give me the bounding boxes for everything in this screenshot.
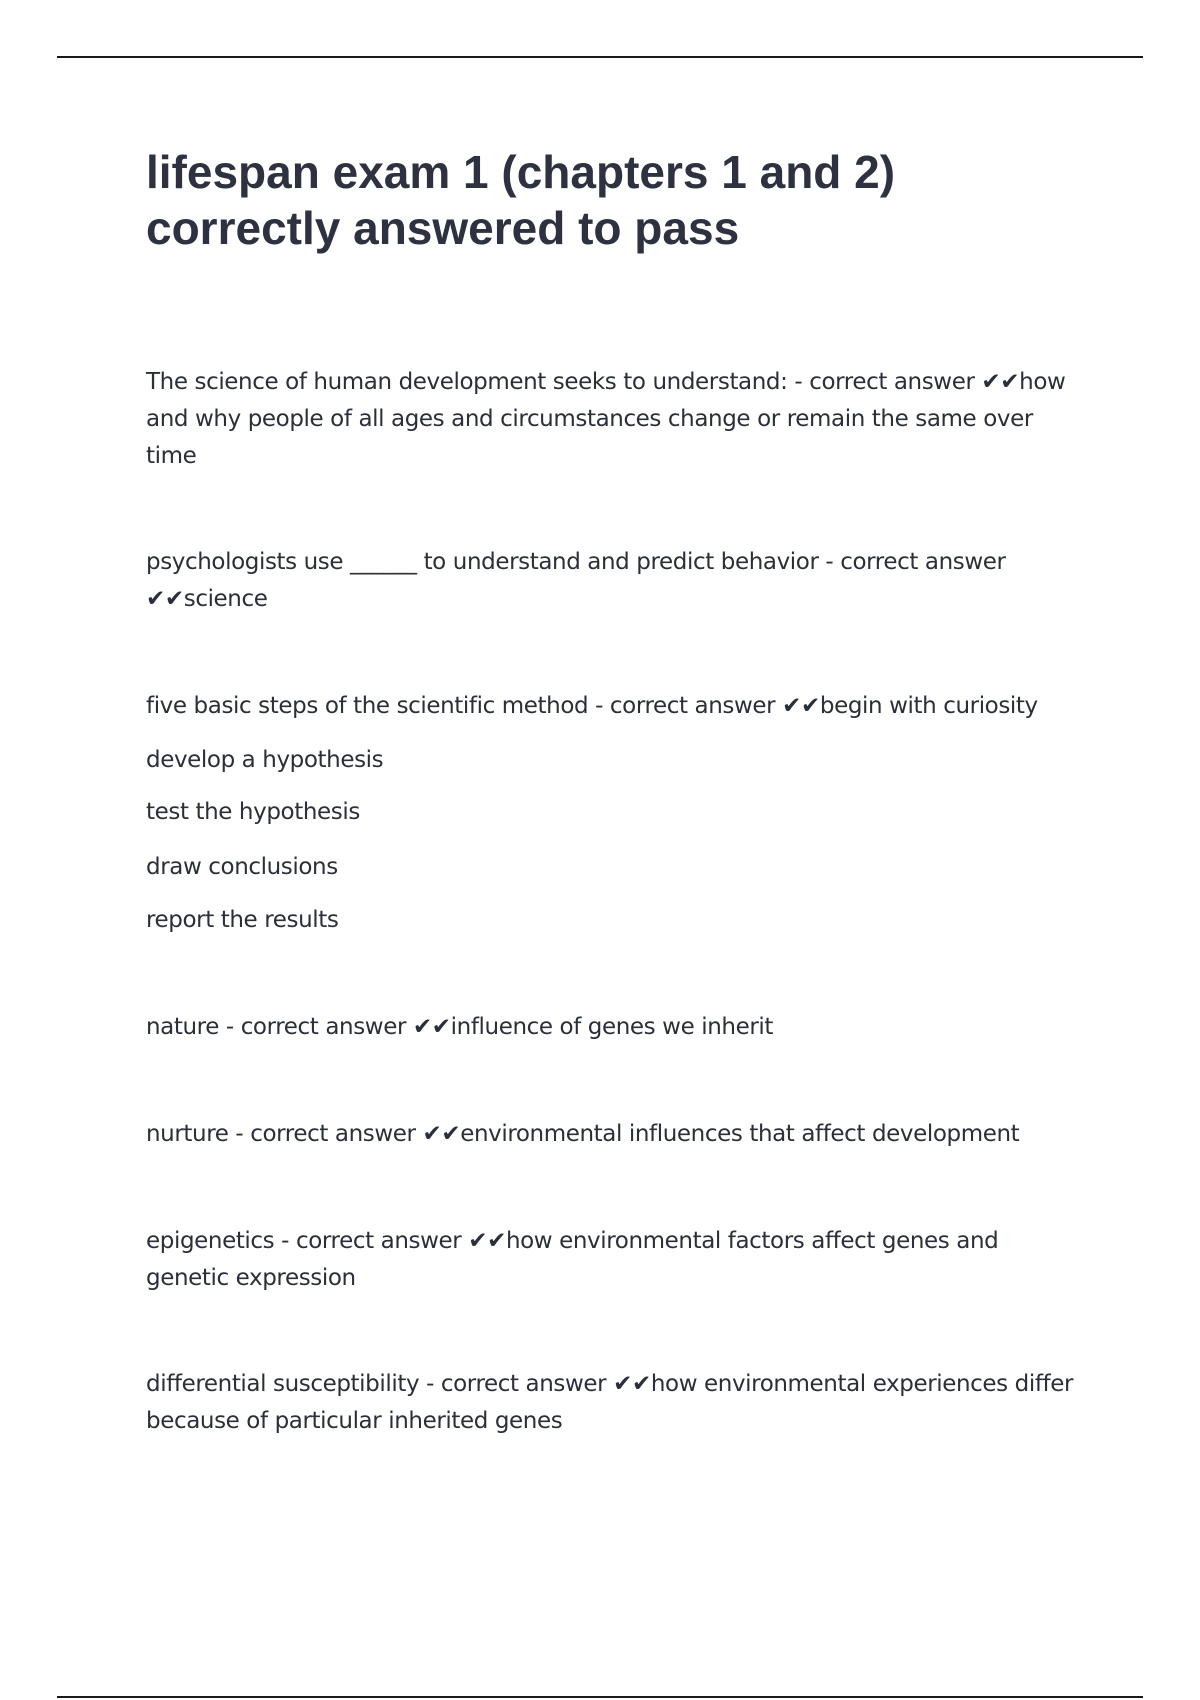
top-rule (57, 56, 1143, 58)
qa-item-nurture: nurture - correct answer ✔✔environmental influences that affect development (146, 1121, 1020, 1147)
method-step-hypothesis: develop a hypothesis (146, 747, 384, 773)
method-step-report: report the results (146, 907, 339, 933)
qa-item-epigenetics: epigenetics - correct answer ✔✔how environmental factors affect genes and genetic expression (146, 1228, 999, 1291)
bottom-rule (57, 1696, 1143, 1698)
qa-item-scientific-method: five basic steps of the scientific method - correct answer ✔✔begin with curiosity (146, 693, 1038, 719)
method-step-test: test the hypothesis (146, 799, 360, 825)
qa-item-psychologists-use: psychologists use ______ to understand and predict behavior - correct answer ✔✔science (146, 549, 1006, 612)
title-line-2: correctly answered to pass (146, 202, 740, 254)
qa-item-differential-susceptibility: differential susceptibility - correct answer ✔✔how environmental experiences differ because of particular inherited genes (146, 1371, 1074, 1434)
method-step-conclusions: draw conclusions (146, 854, 338, 880)
document-title (146, 144, 1106, 256)
qa-item-human-development: The science of human development seeks to understand: - correct answer ✔✔how and why people of all ages and circumstances change or remain the same over time (146, 369, 1066, 469)
title-line-1: lifespan exam 1 (chapters 1 and 2) (146, 146, 896, 198)
qa-item-nature: nature - correct answer ✔✔influence of genes we inherit (146, 1014, 774, 1040)
